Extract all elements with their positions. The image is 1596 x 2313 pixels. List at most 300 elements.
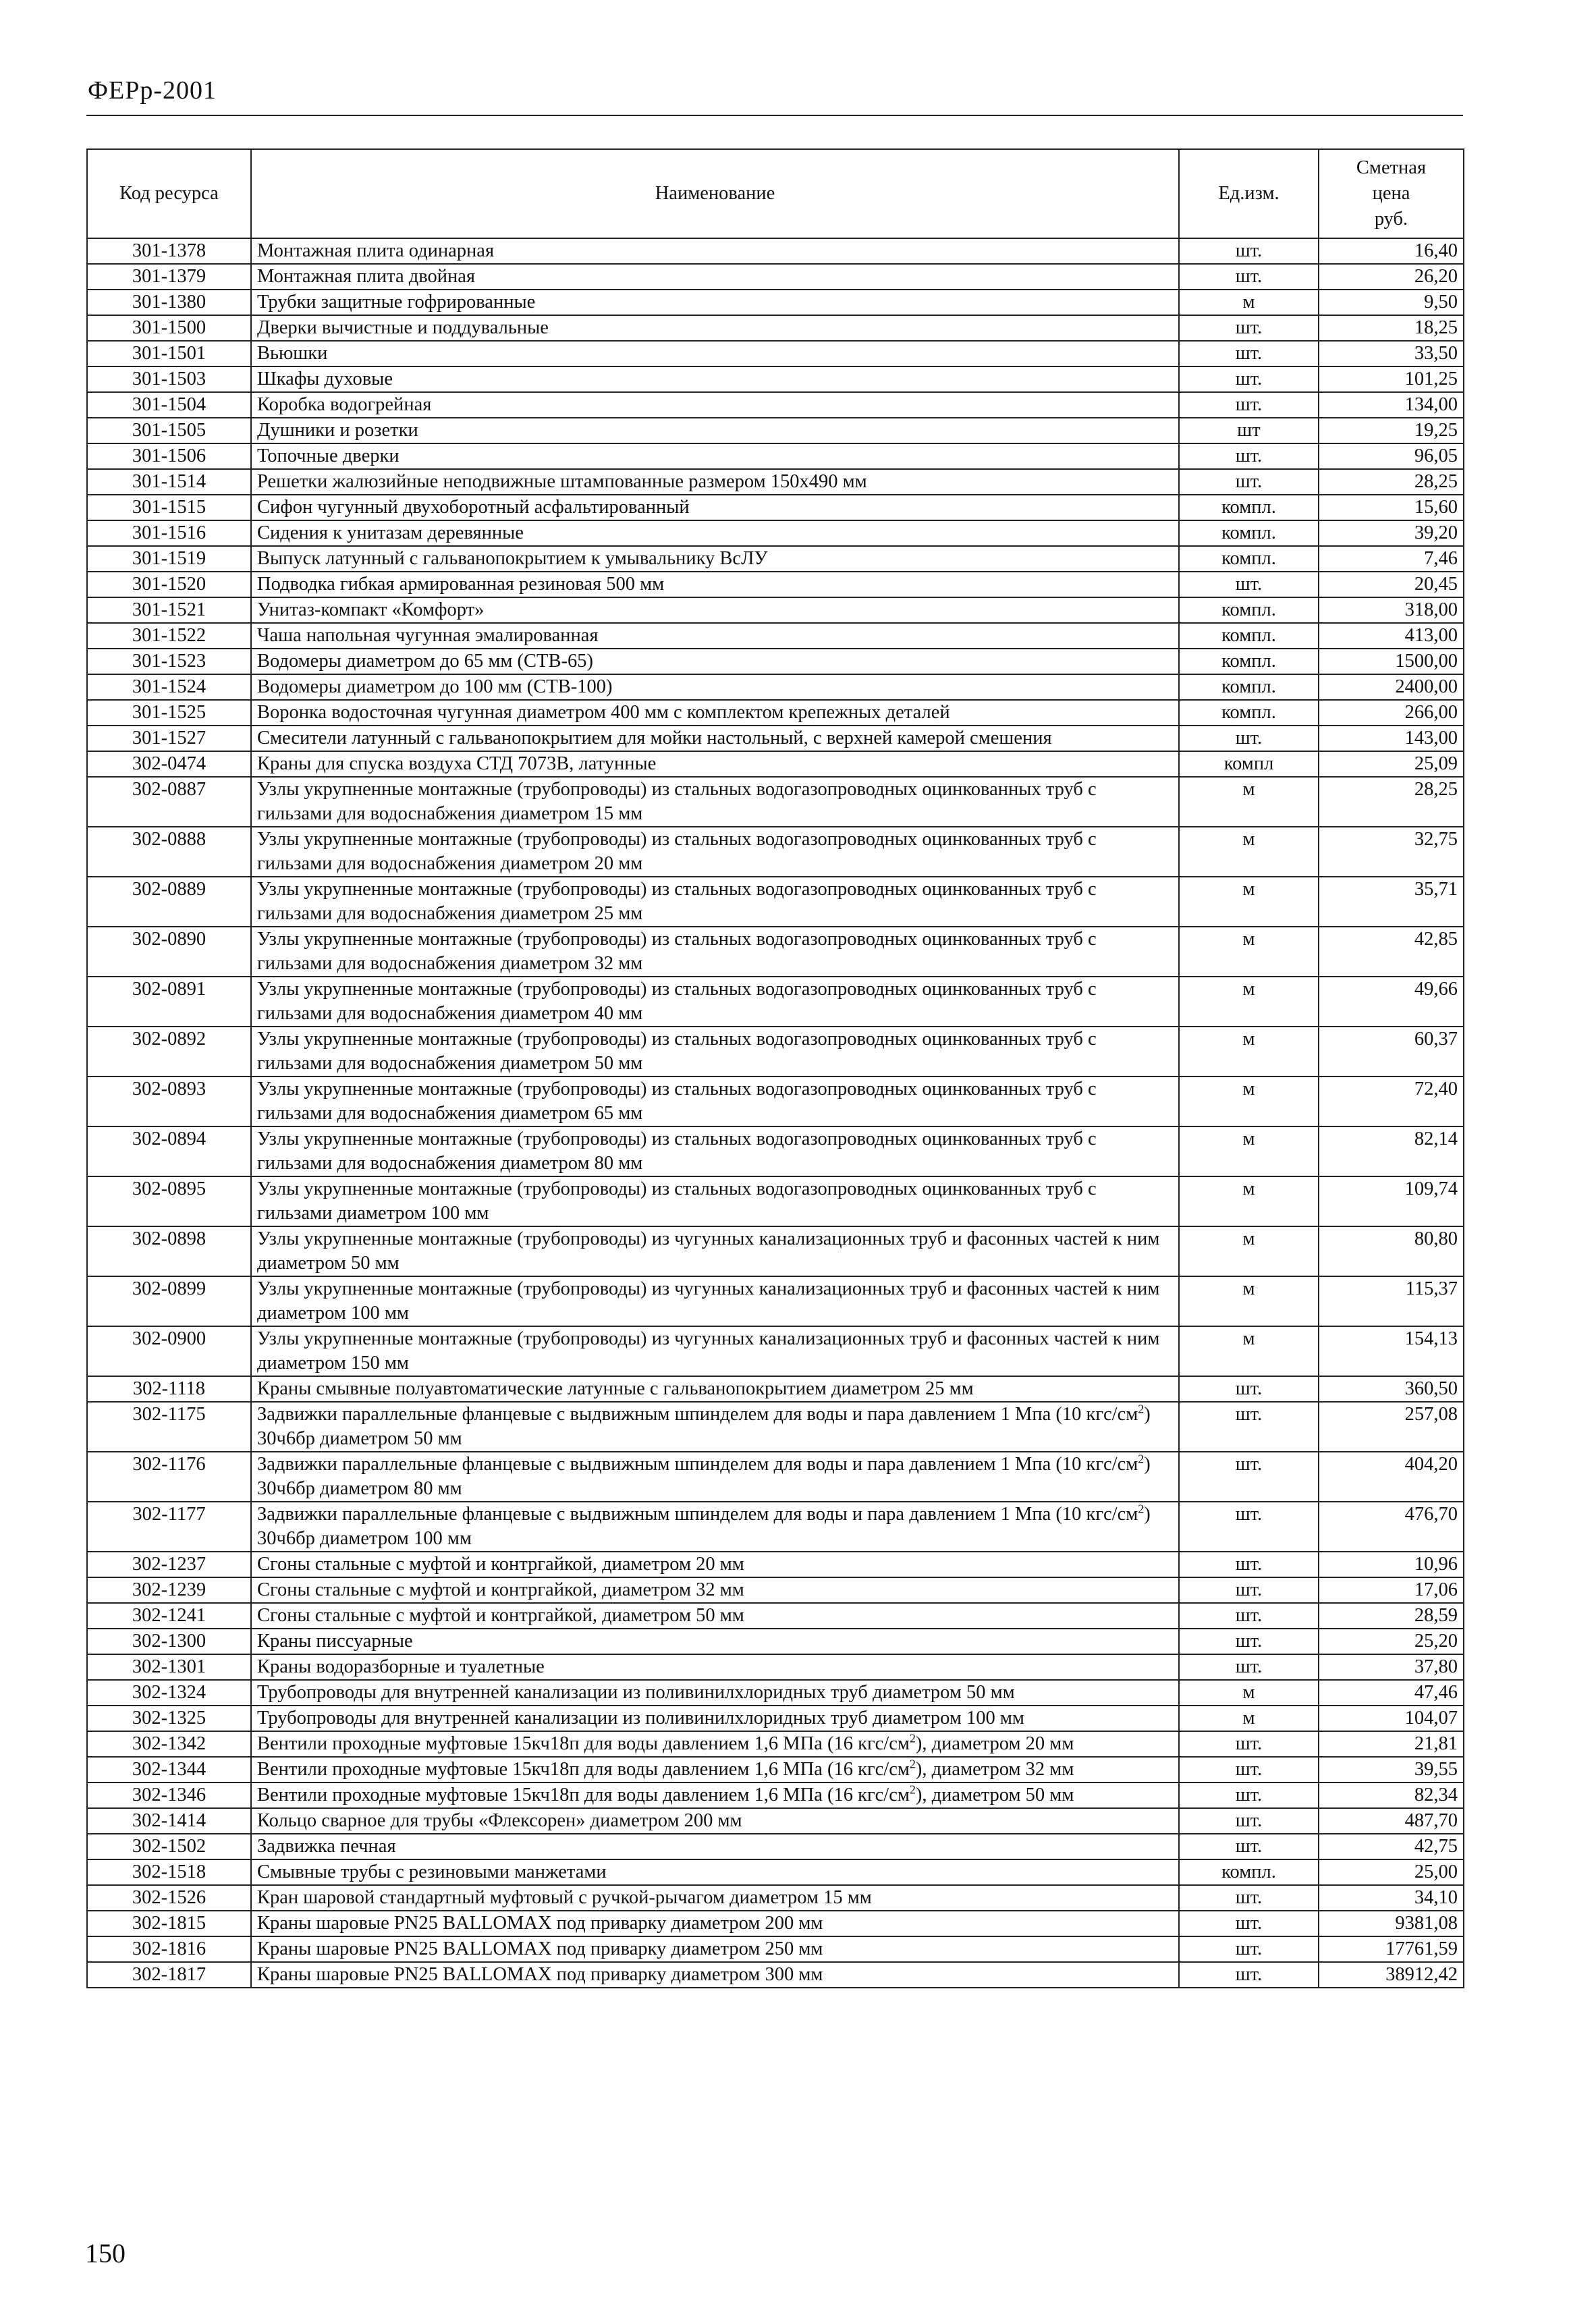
- resource-name-cell: Душники и розетки: [251, 418, 1179, 443]
- table-row: [87, 751, 1464, 777]
- price-cell: 17761,59: [1319, 1936, 1464, 1962]
- table-row: [87, 597, 1464, 623]
- resource-code-cell: 302-1118: [87, 1376, 251, 1402]
- table-row: [87, 623, 1464, 649]
- table-body: [87, 238, 1464, 1988]
- unit-cell: м: [1179, 1680, 1319, 1706]
- resource-code-cell: 302-1817: [87, 1962, 251, 1988]
- resource-code-cell: 302-0894: [87, 1126, 251, 1176]
- page-number: 150: [85, 2238, 126, 2268]
- resource-name-cell: Решетки жалюзийные неподвижные штампованные размером 150х490 мм: [251, 469, 1179, 495]
- table-row: [87, 443, 1464, 469]
- resource-code-cell: 301-1503: [87, 366, 251, 392]
- unit-cell: м: [1179, 290, 1319, 315]
- table-row: [87, 392, 1464, 418]
- resource-code-cell: 302-0895: [87, 1176, 251, 1226]
- resource-name-cell: Сгоны стальные с муфтой и контргайкой, диаметром 50 мм: [251, 1603, 1179, 1629]
- column-header-name: Наименование: [251, 149, 1179, 238]
- price-cell: 476,70: [1319, 1502, 1464, 1552]
- unit-cell: шт.: [1179, 1654, 1319, 1680]
- resource-name-cell: Узлы укрупненные монтажные (трубопроводы) из стальных водогазопроводных оцинкованных труб с гильзами для водоснабжения диаметром 50 мм: [251, 1027, 1179, 1077]
- resource-name-cell: Кольцо сварное для трубы «Флексорен» диаметром 200 мм: [251, 1808, 1179, 1834]
- resource-name-cell: Узлы укрупненные монтажные (трубопроводы) из стальных водогазопроводных оцинкованных труб с гильзами для водоснабжения диаметром 80 мм: [251, 1126, 1179, 1176]
- table-row: [87, 1326, 1464, 1376]
- unit-cell: компл.: [1179, 674, 1319, 700]
- price-cell: 10,96: [1319, 1552, 1464, 1577]
- column-header-price: [1319, 149, 1464, 238]
- resource-code-cell: 301-1519: [87, 546, 251, 572]
- price-cell: 39,55: [1319, 1757, 1464, 1783]
- price-cell: 18,25: [1319, 315, 1464, 341]
- resource-code-cell: 302-1346: [87, 1783, 251, 1808]
- price-cell: 37,80: [1319, 1654, 1464, 1680]
- resource-name-cell: Кран шаровой стандартный муфтовый с ручкой-рычагом диаметром 15 мм: [251, 1885, 1179, 1911]
- table-row: [87, 726, 1464, 751]
- table-row: [87, 1027, 1464, 1077]
- resource-name-part: ) 30ч6бр диаметром 80 мм: [257, 1454, 1151, 1499]
- unit-cell: м: [1179, 927, 1319, 977]
- unit-cell: шт.: [1179, 315, 1319, 341]
- unit-cell: м: [1179, 1706, 1319, 1731]
- unit-cell: шт.: [1179, 1885, 1319, 1911]
- price-cell: 33,50: [1319, 341, 1464, 366]
- table-row: [87, 1808, 1464, 1834]
- unit-cell: шт.: [1179, 238, 1319, 264]
- resource-name-cell: Узлы укрупненные монтажные (трубопроводы) из стальных водогазопроводных оцинкованных труб с гильзами для водоснабжения диаметром 20 мм: [251, 827, 1179, 877]
- unit-cell: шт.: [1179, 264, 1319, 290]
- price-cell: 25,20: [1319, 1629, 1464, 1654]
- resource-name-cell: Краны писсуарные: [251, 1629, 1179, 1654]
- table-row: [87, 1680, 1464, 1706]
- price-cell: 115,37: [1319, 1276, 1464, 1326]
- price-cell: 28,59: [1319, 1603, 1464, 1629]
- price-cell: 28,25: [1319, 469, 1464, 495]
- resource-code-cell: 302-0474: [87, 751, 251, 777]
- resource-name-part: Вентили проходные муфтовые 15кч18п для воды давлением 1,6 МПа (16 кгс/см: [257, 1733, 910, 1754]
- resource-name-cell: Сифон чугунный двухоборотный асфальтированный: [251, 495, 1179, 520]
- table-row: [87, 1654, 1464, 1680]
- resource-price-table: [86, 148, 1464, 1988]
- resource-name-cell: Трубопроводы для внутренней канализации из поливинилхлоридных труб диаметром 100 мм: [251, 1706, 1179, 1731]
- unit-cell: шт.: [1179, 1911, 1319, 1936]
- price-cell: 9,50: [1319, 290, 1464, 315]
- table-row: [87, 1885, 1464, 1911]
- resource-name-cell: Воронка водосточная чугунная диаметром 400 мм с комплектом крепежных деталей: [251, 700, 1179, 726]
- resource-code-cell: 301-1378: [87, 238, 251, 264]
- resource-code-cell: 302-1344: [87, 1757, 251, 1783]
- resource-code-cell: 302-1177: [87, 1502, 251, 1552]
- price-cell: 39,20: [1319, 520, 1464, 546]
- unit-cell: м: [1179, 1126, 1319, 1176]
- resource-name-cell: Подводка гибкая армированная резиновая 500 мм: [251, 572, 1179, 597]
- price-cell: 25,09: [1319, 751, 1464, 777]
- unit-cell: м: [1179, 1027, 1319, 1077]
- resource-name-part: ) 30ч6бр диаметром 50 мм: [257, 1404, 1151, 1449]
- resource-code-cell: 302-0887: [87, 777, 251, 827]
- price-cell: 42,85: [1319, 927, 1464, 977]
- price-cell: 28,25: [1319, 777, 1464, 827]
- resource-code-cell: 302-0888: [87, 827, 251, 877]
- price-cell: 104,07: [1319, 1706, 1464, 1731]
- table-row: [87, 1783, 1464, 1808]
- table-row: [87, 1276, 1464, 1326]
- unit-cell: компл.: [1179, 1859, 1319, 1885]
- price-cell: 154,13: [1319, 1326, 1464, 1376]
- unit-cell: м: [1179, 877, 1319, 927]
- price-cell: 35,71: [1319, 877, 1464, 927]
- resource-name-cell: Узлы укрупненные монтажные (трубопроводы) из чугунных канализационных труб и фасонных частей к ним диаметром 50 мм: [251, 1226, 1179, 1276]
- page-header-title: ФЕРр-2001: [88, 76, 217, 105]
- resource-code-cell: 302-1175: [87, 1402, 251, 1452]
- resource-name-cell: [251, 1452, 1179, 1502]
- resource-name-cell: Краны водоразборные и туалетные: [251, 1654, 1179, 1680]
- table-row: [87, 1402, 1464, 1452]
- price-cell: 42,75: [1319, 1834, 1464, 1859]
- resource-name-cell: Смесители латунный с гальванопокрытием для мойки настольный, с верхней камерой смешения: [251, 726, 1179, 751]
- table-row: [87, 1603, 1464, 1629]
- resource-code-cell: 301-1523: [87, 649, 251, 674]
- price-cell: 7,46: [1319, 546, 1464, 572]
- resource-name-cell: Узлы укрупненные монтажные (трубопроводы) из чугунных канализационных труб и фасонных частей к ним диаметром 100 мм: [251, 1276, 1179, 1326]
- header-rule: [86, 115, 1463, 116]
- resource-name-cell: Узлы укрупненные монтажные (трубопроводы) из стальных водогазопроводных оцинкованных труб с гильзами для водоснабжения диаметром 25 мм: [251, 877, 1179, 927]
- table-row: [87, 264, 1464, 290]
- table-row: [87, 1834, 1464, 1859]
- table-row: [87, 700, 1464, 726]
- superscript-exponent: 2: [909, 1783, 916, 1797]
- resource-code-cell: 302-1815: [87, 1911, 251, 1936]
- resource-code-cell: 301-1527: [87, 726, 251, 751]
- price-cell: 34,10: [1319, 1885, 1464, 1911]
- resource-code-cell: 301-1506: [87, 443, 251, 469]
- resource-code-cell: 301-1501: [87, 341, 251, 366]
- resource-code-cell: 302-1816: [87, 1936, 251, 1962]
- resource-code-cell: 302-0893: [87, 1077, 251, 1126]
- resource-name-part: ), диаметром 50 мм: [915, 1785, 1074, 1805]
- resource-code-cell: 301-1505: [87, 418, 251, 443]
- resource-name-cell: Краны шаровые PN25 BALLOMAX под приварку диаметром 250 мм: [251, 1936, 1179, 1962]
- resource-code-cell: 301-1520: [87, 572, 251, 597]
- table-row: [87, 927, 1464, 977]
- price-cell: 257,08: [1319, 1402, 1464, 1452]
- resource-code-cell: 302-1239: [87, 1577, 251, 1603]
- price-cell: 404,20: [1319, 1452, 1464, 1502]
- resource-name-cell: Чаша напольная чугунная эмалированная: [251, 623, 1179, 649]
- unit-cell: компл.: [1179, 597, 1319, 623]
- unit-cell: шт.: [1179, 1731, 1319, 1757]
- resource-name-cell: [251, 1731, 1179, 1757]
- unit-cell: шт.: [1179, 366, 1319, 392]
- price-cell: 19,25: [1319, 418, 1464, 443]
- resource-code-cell: 302-0892: [87, 1027, 251, 1077]
- resource-code-cell: 302-1301: [87, 1654, 251, 1680]
- table-row: [87, 315, 1464, 341]
- resource-code-cell: 301-1516: [87, 520, 251, 546]
- unit-cell: шт.: [1179, 1552, 1319, 1577]
- resource-code-cell: 302-0899: [87, 1276, 251, 1326]
- table-row: [87, 1226, 1464, 1276]
- price-cell: 82,14: [1319, 1126, 1464, 1176]
- resource-code-cell: 302-1342: [87, 1731, 251, 1757]
- resource-name-cell: Краны смывные полуавтоматические латунные с гальванопокрытием диаметром 25 мм: [251, 1376, 1179, 1402]
- table-row: [87, 418, 1464, 443]
- price-cell: 360,50: [1319, 1376, 1464, 1402]
- table-row: [87, 1176, 1464, 1226]
- resource-code-cell: 302-1526: [87, 1885, 251, 1911]
- price-cell: 413,00: [1319, 623, 1464, 649]
- table-row: [87, 777, 1464, 827]
- unit-cell: м: [1179, 827, 1319, 877]
- table-row: [87, 1757, 1464, 1783]
- resource-code-cell: 301-1515: [87, 495, 251, 520]
- resource-code-cell: 301-1514: [87, 469, 251, 495]
- resource-name-cell: [251, 1757, 1179, 1783]
- resource-name-cell: Унитаз-компакт «Комфорт»: [251, 597, 1179, 623]
- table-header-row: [87, 149, 1464, 238]
- table-row: [87, 1552, 1464, 1577]
- price-cell: 80,80: [1319, 1226, 1464, 1276]
- table-row: [87, 1706, 1464, 1731]
- table-row: [87, 1731, 1464, 1757]
- resource-name-cell: Узлы укрупненные монтажные (трубопроводы) из стальных водогазопроводных оцинкованных труб с гильзами для водоснабжения диаметром 15 мм: [251, 777, 1179, 827]
- resource-code-cell: 302-0898: [87, 1226, 251, 1276]
- resource-name-cell: Узлы укрупненные монтажные (трубопроводы) из стальных водогазопроводных оцинкованных труб с гильзами диаметром 100 мм: [251, 1176, 1179, 1226]
- price-cell: 109,74: [1319, 1176, 1464, 1226]
- table-row: [87, 1577, 1464, 1603]
- resource-name-part: Задвижки параллельные фланцевые с выдвижным шпинделем для воды и пара давлением 1 Мпа (10 кгс/см: [257, 1404, 1138, 1425]
- superscript-exponent: 2: [1138, 1452, 1145, 1466]
- resource-name-cell: Узлы укрупненные монтажные (трубопроводы) из чугунных канализационных труб и фасонных частей к ним диаметром 150 мм: [251, 1326, 1179, 1376]
- resource-code-cell: 302-1414: [87, 1808, 251, 1834]
- table-row: [87, 1376, 1464, 1402]
- price-cell: 32,75: [1319, 827, 1464, 877]
- resource-name-cell: Монтажная плита двойная: [251, 264, 1179, 290]
- resource-name-cell: [251, 1783, 1179, 1808]
- table-row: [87, 1502, 1464, 1552]
- unit-cell: шт.: [1179, 572, 1319, 597]
- unit-cell: м: [1179, 1176, 1319, 1226]
- unit-cell: шт.: [1179, 1962, 1319, 1988]
- resource-code-cell: 302-1241: [87, 1603, 251, 1629]
- resource-code-cell: 302-1300: [87, 1629, 251, 1654]
- resource-code-cell: 302-1502: [87, 1834, 251, 1859]
- unit-cell: шт.: [1179, 392, 1319, 418]
- unit-cell: шт.: [1179, 1603, 1319, 1629]
- unit-cell: шт.: [1179, 1376, 1319, 1402]
- resource-code-cell: 302-0900: [87, 1326, 251, 1376]
- resource-name-cell: Монтажная плита одинарная: [251, 238, 1179, 264]
- resource-name-cell: Трубопроводы для внутренней канализации из поливинилхлоридных труб диаметром 50 мм: [251, 1680, 1179, 1706]
- resource-name-cell: Узлы укрупненные монтажные (трубопроводы) из стальных водогазопроводных оцинкованных труб с гильзами для водоснабжения диаметром 32 мм: [251, 927, 1179, 977]
- column-header-price-line2: цена: [1372, 183, 1410, 204]
- table-row: [87, 649, 1464, 674]
- unit-cell: шт.: [1179, 1502, 1319, 1552]
- resource-name-part: ), диаметром 20 мм: [915, 1733, 1074, 1754]
- price-cell: 21,81: [1319, 1731, 1464, 1757]
- unit-cell: шт.: [1179, 1577, 1319, 1603]
- column-header-code: Код ресурса: [87, 149, 251, 238]
- price-cell: 266,00: [1319, 700, 1464, 726]
- table-row: [87, 877, 1464, 927]
- unit-cell: шт.: [1179, 1402, 1319, 1452]
- resource-code-cell: 301-1504: [87, 392, 251, 418]
- unit-cell: шт.: [1179, 1452, 1319, 1502]
- resource-code-cell: 302-0890: [87, 927, 251, 977]
- table-row: [87, 1126, 1464, 1176]
- resource-name-part: Задвижки параллельные фланцевые с выдвижным шпинделем для воды и пара давлением 1 Мпа (10 кгс/см: [257, 1504, 1138, 1525]
- table-row: [87, 1629, 1464, 1654]
- price-cell: 82,34: [1319, 1783, 1464, 1808]
- resource-name-cell: Топочные дверки: [251, 443, 1179, 469]
- column-header-unit: Ед.изм.: [1179, 149, 1319, 238]
- price-cell: 15,60: [1319, 495, 1464, 520]
- table-row: [87, 546, 1464, 572]
- unit-cell: шт.: [1179, 1783, 1319, 1808]
- price-cell: 49,66: [1319, 977, 1464, 1027]
- table-row: [87, 1962, 1464, 1988]
- unit-cell: шт.: [1179, 1629, 1319, 1654]
- unit-cell: шт.: [1179, 1808, 1319, 1834]
- price-cell: 38912,42: [1319, 1962, 1464, 1988]
- price-cell: 60,37: [1319, 1027, 1464, 1077]
- resource-code-cell: 301-1380: [87, 290, 251, 315]
- table-row: [87, 827, 1464, 877]
- resource-name-cell: [251, 1502, 1179, 1552]
- superscript-exponent: 2: [1138, 1502, 1145, 1516]
- table-row: [87, 1452, 1464, 1502]
- price-cell: 143,00: [1319, 726, 1464, 751]
- resource-code-cell: 301-1524: [87, 674, 251, 700]
- superscript-exponent: 2: [909, 1731, 916, 1745]
- table-row: [87, 469, 1464, 495]
- resource-name-cell: Сгоны стальные с муфтой и контргайкой, диаметром 20 мм: [251, 1552, 1179, 1577]
- column-header-price-line3: руб.: [1374, 209, 1408, 229]
- resource-name-cell: Краны шаровые PN25 BALLOMAX под приварку диаметром 200 мм: [251, 1911, 1179, 1936]
- price-cell: 20,45: [1319, 572, 1464, 597]
- price-cell: 318,00: [1319, 597, 1464, 623]
- price-cell: 134,00: [1319, 392, 1464, 418]
- resource-name-cell: Выпуск латунный с гальванопокрытием к умывальнику ВсЛУ: [251, 546, 1179, 572]
- unit-cell: шт.: [1179, 1757, 1319, 1783]
- unit-cell: м: [1179, 1276, 1319, 1326]
- resource-code-cell: 301-1522: [87, 623, 251, 649]
- resource-name-cell: Трубки защитные гофрированные: [251, 290, 1179, 315]
- resource-code-cell: 301-1379: [87, 264, 251, 290]
- unit-cell: м: [1179, 1326, 1319, 1376]
- price-cell: 25,00: [1319, 1859, 1464, 1885]
- price-cell: 17,06: [1319, 1577, 1464, 1603]
- unit-cell: шт.: [1179, 469, 1319, 495]
- table-row: [87, 674, 1464, 700]
- table-row: [87, 1859, 1464, 1885]
- resource-name-cell: Дверки вычистные и поддувальные: [251, 315, 1179, 341]
- table-row: [87, 366, 1464, 392]
- table-row: [87, 238, 1464, 264]
- resource-code-cell: 302-1518: [87, 1859, 251, 1885]
- resource-code-cell: 302-1237: [87, 1552, 251, 1577]
- resource-name-cell: Водомеры диаметром до 100 мм (СТВ-100): [251, 674, 1179, 700]
- resource-name-cell: Коробка водогрейная: [251, 392, 1179, 418]
- table-row: [87, 520, 1464, 546]
- table-row: [87, 977, 1464, 1027]
- resource-code-cell: 302-1176: [87, 1452, 251, 1502]
- table-row: [87, 1911, 1464, 1936]
- resource-code-cell: 301-1525: [87, 700, 251, 726]
- column-header-price-line1: Сметная: [1356, 157, 1427, 178]
- unit-cell: компл.: [1179, 700, 1319, 726]
- price-cell: 16,40: [1319, 238, 1464, 264]
- table-row: [87, 572, 1464, 597]
- resource-name-cell: Шкафы духовые: [251, 366, 1179, 392]
- resource-code-cell: 301-1500: [87, 315, 251, 341]
- unit-cell: компл.: [1179, 520, 1319, 546]
- price-cell: 26,20: [1319, 264, 1464, 290]
- resource-name-cell: Водомеры диаметром до 65 мм (СТВ-65): [251, 649, 1179, 674]
- unit-cell: м: [1179, 1077, 1319, 1126]
- table-row: [87, 1936, 1464, 1962]
- resource-name-cell: Вьюшки: [251, 341, 1179, 366]
- resource-code-cell: 302-0889: [87, 877, 251, 927]
- price-cell: 9381,08: [1319, 1911, 1464, 1936]
- price-cell: 487,70: [1319, 1808, 1464, 1834]
- resource-name-cell: [251, 1402, 1179, 1452]
- unit-cell: м: [1179, 1226, 1319, 1276]
- resource-code-cell: 301-1521: [87, 597, 251, 623]
- resource-name-part: ), диаметром 32 мм: [915, 1759, 1074, 1780]
- price-cell: 72,40: [1319, 1077, 1464, 1126]
- resource-name-cell: Краны для спуска воздуха СТД 7073В, латунные: [251, 751, 1179, 777]
- unit-cell: компл.: [1179, 649, 1319, 674]
- unit-cell: компл.: [1179, 495, 1319, 520]
- resource-code-cell: 302-1325: [87, 1706, 251, 1731]
- resource-name-cell: Задвижка печная: [251, 1834, 1179, 1859]
- unit-cell: м: [1179, 777, 1319, 827]
- resource-name-part: Вентили проходные муфтовые 15кч18п для воды давлением 1,6 МПа (16 кгс/см: [257, 1785, 910, 1805]
- resource-name-cell: Смывные трубы с резиновыми манжетами: [251, 1859, 1179, 1885]
- price-cell: 96,05: [1319, 443, 1464, 469]
- table-row: [87, 1077, 1464, 1126]
- price-cell: 47,46: [1319, 1680, 1464, 1706]
- unit-cell: шт.: [1179, 726, 1319, 751]
- unit-cell: шт.: [1179, 1834, 1319, 1859]
- table-row: [87, 290, 1464, 315]
- superscript-exponent: 2: [909, 1757, 916, 1771]
- price-cell: 101,25: [1319, 366, 1464, 392]
- resource-name-part: ) 30ч6бр диаметром 100 мм: [257, 1504, 1151, 1549]
- resource-name-cell: Сгоны стальные с муфтой и контргайкой, диаметром 32 мм: [251, 1577, 1179, 1603]
- table-row: [87, 495, 1464, 520]
- resource-code-cell: 302-0891: [87, 977, 251, 1027]
- table-row: [87, 341, 1464, 366]
- unit-cell: компл.: [1179, 546, 1319, 572]
- unit-cell: шт.: [1179, 443, 1319, 469]
- resource-name-cell: Узлы укрупненные монтажные (трубопроводы) из стальных водогазопроводных оцинкованных труб с гильзами для водоснабжения диаметром 65 мм: [251, 1077, 1179, 1126]
- unit-cell: компл.: [1179, 623, 1319, 649]
- resource-name-cell: Краны шаровые PN25 BALLOMAX под приварку диаметром 300 мм: [251, 1962, 1179, 1988]
- unit-cell: шт.: [1179, 1936, 1319, 1962]
- resource-name-part: Задвижки параллельные фланцевые с выдвижным шпинделем для воды и пара давлением 1 Мпа (10 кгс/см: [257, 1454, 1138, 1475]
- resource-code-cell: 302-1324: [87, 1680, 251, 1706]
- unit-cell: м: [1179, 977, 1319, 1027]
- resource-name-cell: Сидения к унитазам деревянные: [251, 520, 1179, 546]
- resource-name-cell: Узлы укрупненные монтажные (трубопроводы) из стальных водогазопроводных оцинкованных труб с гильзами для водоснабжения диаметром 40 мм: [251, 977, 1179, 1027]
- price-cell: 2400,00: [1319, 674, 1464, 700]
- resource-name-part: Вентили проходные муфтовые 15кч18п для воды давлением 1,6 МПа (16 кгс/см: [257, 1759, 910, 1780]
- unit-cell: шт: [1179, 418, 1319, 443]
- unit-cell: шт.: [1179, 341, 1319, 366]
- unit-cell: компл: [1179, 751, 1319, 777]
- price-cell: 1500,00: [1319, 649, 1464, 674]
